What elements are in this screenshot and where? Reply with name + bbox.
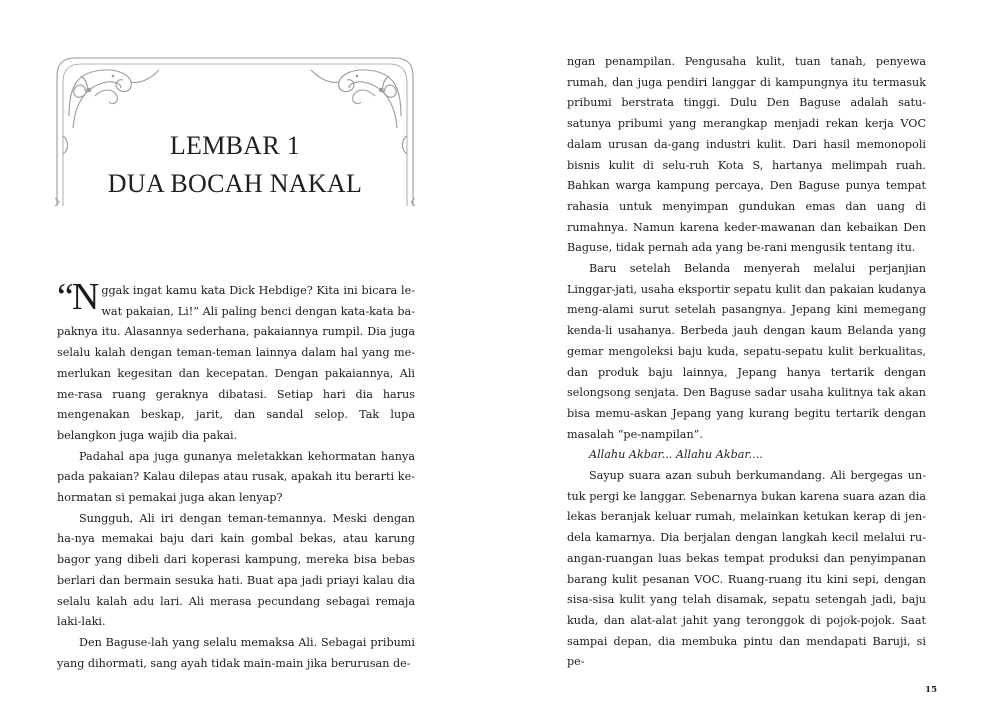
chapter-label: LEMBAR 1: [169, 131, 301, 160]
right-page-body: [567, 52, 926, 673]
opening-paragraph: [57, 276, 415, 447]
paragraph: Sungguh, Ali iri dengan teman-temannya. Meski dengan ha-nya memakai baju dari kain gombal bekas, atau karung bagor yang dibeli dari koperasi kampung, mereka bisa bebas berlari dan bermain sesuka hati. Buat apa jadi priayi kalau dia selalu kalah adu lari. Ali merasa pecundang sebagai remaja laki-laki.: [57, 511, 415, 629]
chapter-heading-frame: [55, 56, 415, 208]
azan-line: Allahu Akbar... Allahu Akbar....: [589, 448, 763, 462]
continued-paragraph: ngan penampilan. Pengusaha kulit, tuan tanah, penyewa rumah, dan juga pendiri langgar di kampungnya itu termasuk pribumi berstrata tinggi. Dulu Den Baguse adalah satu-satunya pribumi yang merangkap menjadi rekan kerja VOC dalam urusan da-gang industri kulit. Dari hasil memonopoli bisnis kulit di selu-ruh Kota S, hartanya melimpah ruah. Bahkan warga kampung percaya, Den Baguse punya tempat rahasia untuk menyimpan gundukan emas dan uang di rumahnya. Namun karena keder-mawanan dan kebaikan Den Baguse, tidak pernah ada yang be-rani mengusik tentang itu.: [567, 55, 926, 255]
left-page: [0, 0, 491, 718]
paragraph: Sayup suara azan subuh berkumandang. Ali bergegas un-tuk pergi ke langgar. Sebenarnya bukan karena suara azan dia lekas beranjak keluar rumah, melainkan ketukan kerap di jen-dela kamarnya. Dia berjalan dengan langkah kecil melalui ru-angan-ruangan luas bekas tempat produksi dan penyimpanan barang kulit pesanan VOC. Ruang-ruang itu kini sepi, dengan sisa-sisa kulit yang telah disamak, sepatu setengah jadi, baju kuda, dan alat-alat jahit yang teronggok di pojok-pojok. Saat sampai depan, dia membuka pintu dan mendapati Baruji, si pe-: [567, 469, 926, 669]
left-page-body: [57, 276, 415, 674]
paragraph-text: ggak ingat kamu kata Dick Hebdige? Kita ini bicara le-wat pakaian, Li!” Ali paling benci dengan kata-kata ba-paknya itu. Alasannya sederhana, pakaiannya rumpil. Dia juga selalu kalah dengan teman-teman lainnya dalam hal yang me-merlukan kegesitan dan kecepatan. Dengan pakaiannya, Ali me-rasa ruang geraknya dibatasi. Setiap hari dia harus mengenakan beskap, jarit, dan sandal selop. Tak lupa belangkon juga wajib dia pakai.: [57, 284, 415, 442]
chapter-title: DUA BOCAH NAKAL: [107, 169, 363, 198]
paragraph: Den Baguse-lah yang selalu memaksa Ali. Sebagai pribumi yang dihormati, sang ayah tidak main-main jika berurusan de-: [57, 635, 415, 670]
drop-cap: “N: [57, 276, 100, 318]
page-number: 15: [925, 685, 937, 695]
paragraph: Padahal apa juga gunanya meletakkan kehormatan hanya pada pakaian? Kalau dilepas atau rusak, apakah itu berarti ke-hormatan si pemakai juga akan lenyap?: [57, 449, 415, 505]
paragraph: Baru setelah Belanda menyerah melalui perjanjian Linggar-jati, usaha eksportir sepatu kulit dan pakaian kudanya meng-alami surut setelah pasangnya. Jepang kini memegang kenda-li usahanya. Berbeda jauh dengan kaum Belanda yang gemar mengoleksi baju kuda, sepatu-sepatu kulit berkualitas, dan produk baju lainnya, Jepang hanya tertarik dengan selongsong senjata. Den Baguse sadar usaha kulitnya tak akan bisa memu-askan Jepang yang kurang begitu tertarik dengan masalah “pe-nampilan”.: [567, 262, 926, 441]
